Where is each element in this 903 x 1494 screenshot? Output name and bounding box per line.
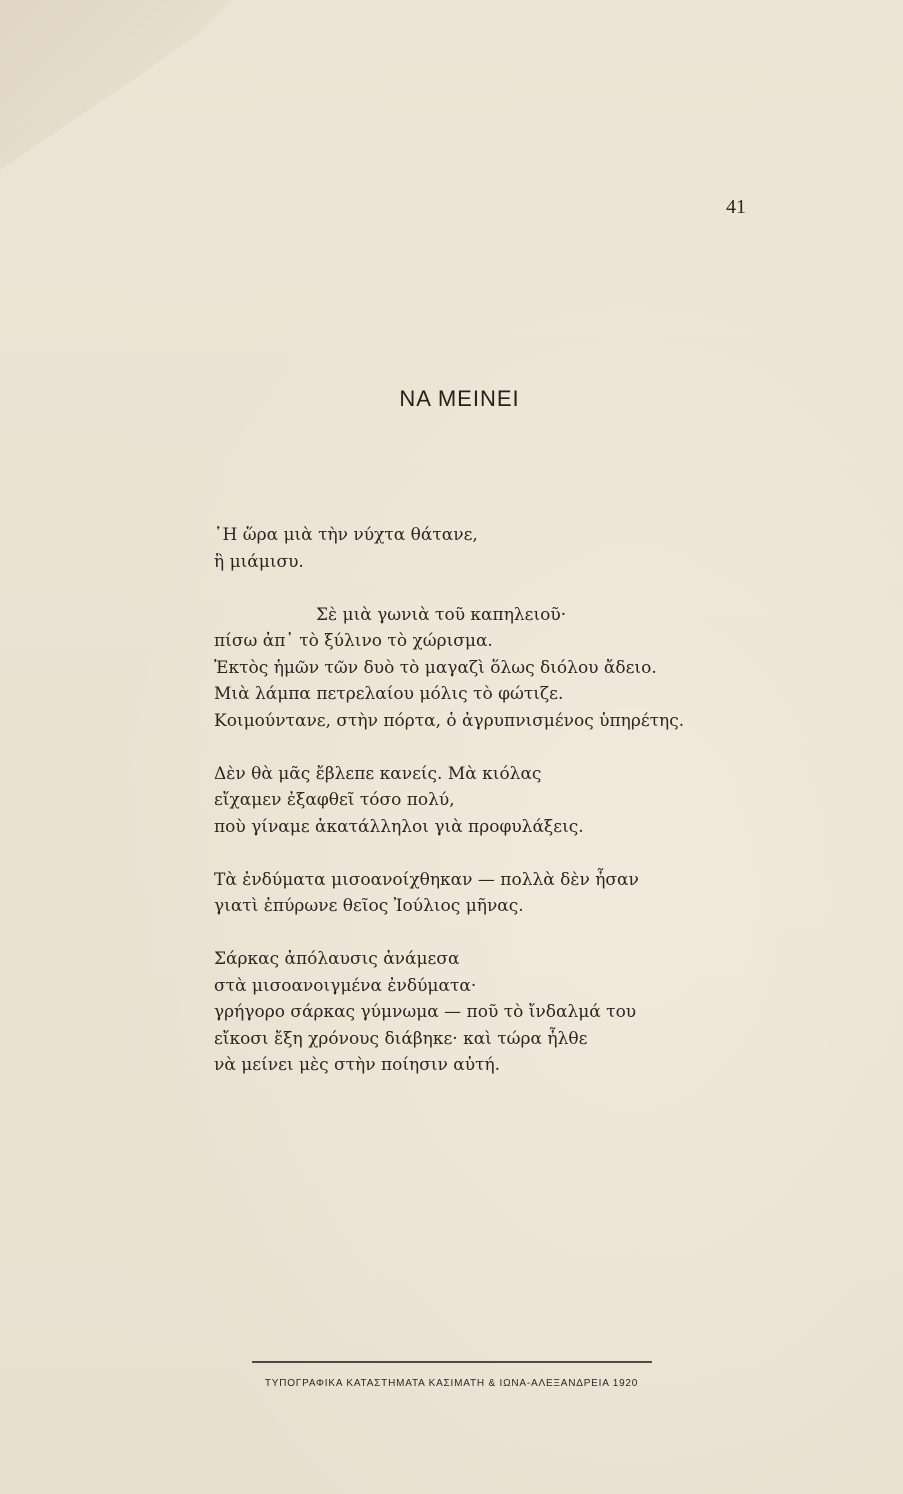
poem-body: [0, 522, 903, 1105]
poem-stanza: [0, 522, 903, 575]
printer-imprint: ΤΥΠΟΓΡΑΦΙΚΑ ΚΑΤΑΣΤΗΜΑΤΑ ΚΑΣΙΜΑΤΗ & ΙΩΝΑ-ΑΛΕΞΑΝΔΡΕΙΑ 1920: [264, 1378, 639, 1389]
poem-line: Δὲν θὰ μᾶς ἔβλεπε κανείς. Μὰ κιόλας: [214, 763, 542, 784]
footer-rule: [252, 1361, 652, 1363]
poem-stanza: [0, 946, 903, 1079]
poem-line: Τὰ ἐνδύματα μισοανοίχθηκαν — πολλὰ δὲν ἦσαν: [214, 869, 639, 890]
poem-stanza: [0, 867, 903, 920]
poem-line: Μιὰ λάμπα πετρελαίου μόλις τὸ φώτιζε.: [214, 684, 564, 704]
poem-title: ΝΑ ΜΕΙΝΕΙ: [399, 386, 520, 411]
poem-line: πίσω ἀπ᾽ τὸ ξύλινο τὸ χώρισμα.: [214, 631, 493, 651]
poem-line: ῾Η ὥρα μιὰ τὴν νύχτα θάτανε,: [214, 525, 478, 545]
page-corner-fold: [0, 0, 250, 170]
poem-line: Σάρκας ἀπόλαυσις ἀνάμεσα: [214, 949, 460, 969]
poem-line: Ἐκτὸς ἡμῶν τῶν δυὸ τὸ μαγαζὶ ὅλως διόλου ἄδειο.: [214, 657, 657, 678]
poem-line: Κοιμούντανε, στὴν πόρτα, ὁ ἀγρυπνισμένος ὑπηρέτης.: [214, 710, 685, 731]
poem-line: νὰ μείνει μὲς στὴν ποίησιν αὐτή.: [214, 1055, 501, 1075]
poem-stanza: [0, 761, 903, 841]
poem-line: στὰ μισοανοιγμένα ἐνδύματα·: [214, 975, 477, 996]
poem-line: εἴκοσι ἔξη χρόνους διάβηκε· καὶ τώρα ἦλθε: [214, 1028, 588, 1049]
page-number: 41: [726, 196, 746, 218]
poem-line: ἢ μιάμισυ.: [214, 551, 304, 572]
poem-line: ποὺ γίναμε ἀκατάλληλοι γιὰ προφυλάξεις.: [214, 816, 584, 837]
poem-line: Σὲ μιὰ γωνιὰ τοῦ καπηλειοῦ·: [316, 604, 567, 625]
poem-stanza: [0, 602, 903, 735]
poem-line: εἴχαμεν ἐξαφθεῖ τόσο πολύ,: [214, 790, 455, 810]
poem-line: γιατὶ ἐπύρωνε θεῖος Ἰούλιος μῆνας.: [214, 896, 524, 916]
poem-line: γρήγορο σάρκας γύμνωμα — ποῦ τὸ ἴνδαλμά του: [214, 1002, 637, 1022]
